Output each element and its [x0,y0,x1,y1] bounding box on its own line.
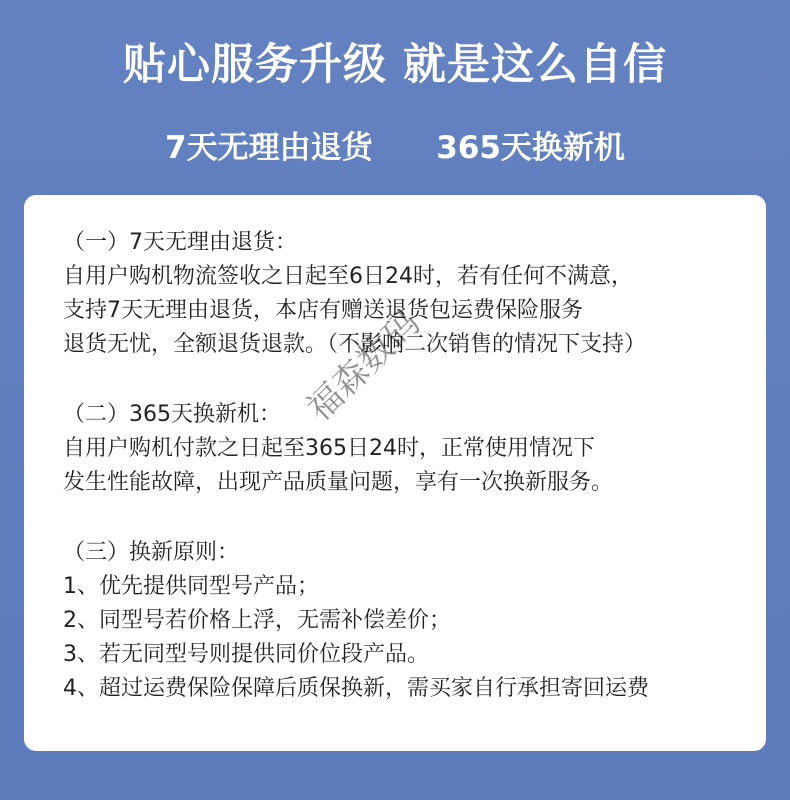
section-line: 自用户购机物流签收之日起至6日24时，若有任何不满意， [63,264,633,289]
section-line: 退货无忧，全额退货退款。（不影响二次销售的情况下支持） [63,332,647,357]
principle-item: 2、同型号若价格上浮，无需补偿差价； [63,608,451,633]
service-subtitle [0,126,790,170]
subtitle-return-policy: 7天无理由退货 [165,130,373,166]
principle-item: 4、超过运费保险保障后质保换新，需买家自行承担寄回运费 [63,676,649,701]
principle-item: 3、若无同型号则提供同价位段产品。 [63,642,429,667]
section-heading: （二）365天换新机： [63,402,281,427]
shop-watermark: 福森数码 [299,303,429,430]
section-line: 自用户购机付款之日起至365日24时，正常使用情况下 [63,436,595,461]
replacement-principles-section [63,536,753,706]
section-line: 发生性能故障，出现产品质量问题，享有一次换新服务。 [63,470,614,495]
section-heading: （三）换新原则： [63,540,240,565]
replacement-policy-section [63,398,753,500]
section-line: 支持7天无理由退货，本店有赠送退货包运费保险服务 [63,298,583,323]
service-details-card [24,195,766,751]
principle-item: 1、优先提供同型号产品； [63,574,319,599]
section-heading: （一）7天无理由退货： [63,230,297,255]
page-title: 贴心服务升级 就是这么自信 [123,40,667,90]
subtitle-replacement-policy: 365天换新机 [436,130,625,166]
return-policy-section [63,226,753,362]
